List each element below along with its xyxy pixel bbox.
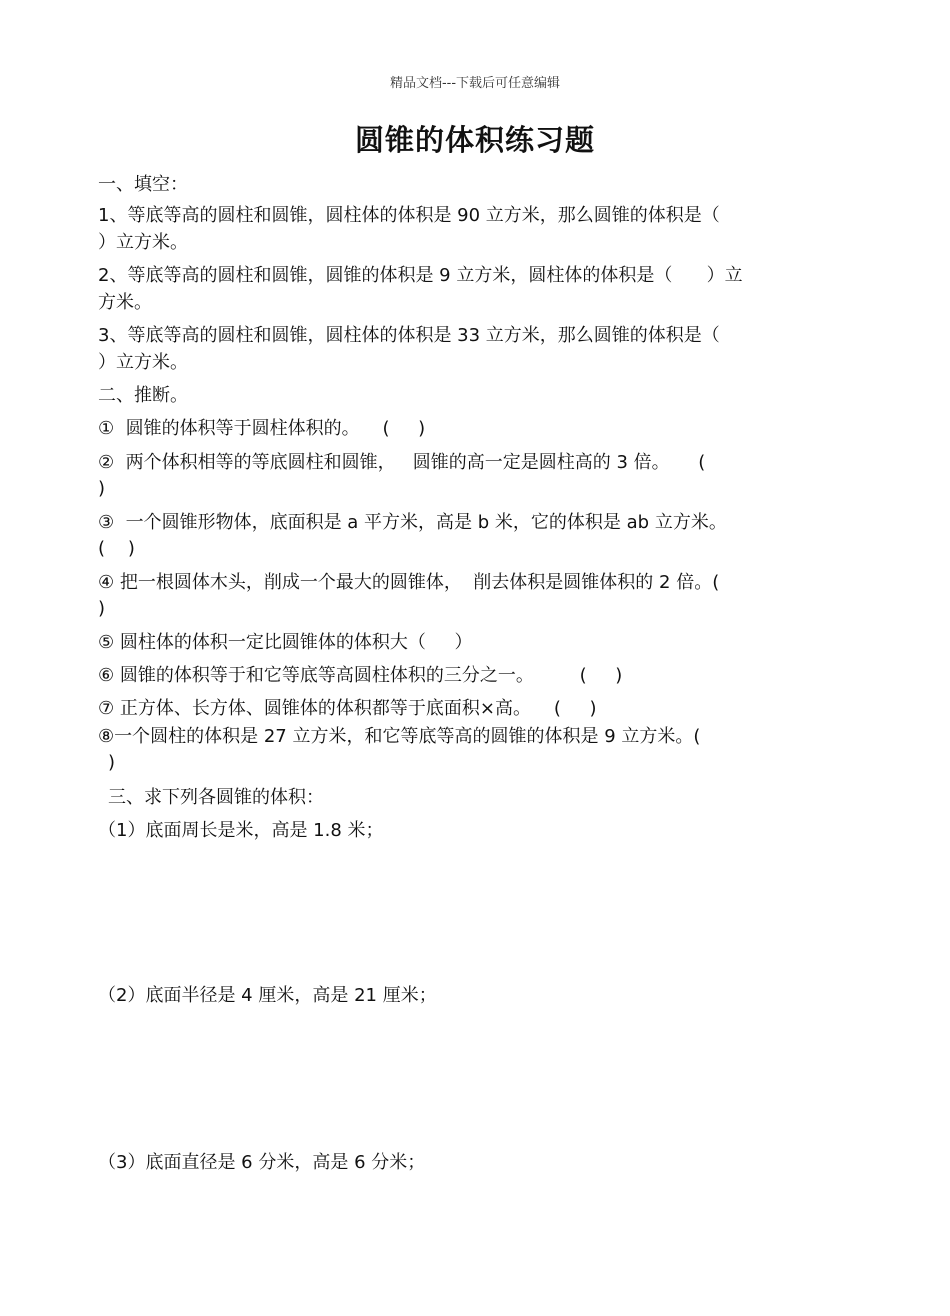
problem-1: （1）底面周长是米，高是 1.8 米； (98, 820, 384, 841)
problem-3: （3）底面直径是 6 分米，高是 6 分米； (98, 1152, 426, 1173)
judge-item-2: ② 两个体积相等的等底圆柱和圆锥， 圆锥的高一定是圆柱高的 3 倍。 ( (98, 452, 706, 473)
judge-item-6: ⑥ 圆锥的体积等于和它等底等高圆柱体积的三分之一。 ( ) (98, 665, 623, 686)
problem-2: （2）底面半径是 4 厘米，高是 21 厘米； (98, 985, 437, 1006)
judge-item-2-cont: ) (98, 478, 106, 499)
judge-item-3-cont: ( ) (98, 538, 135, 559)
judge-item-4: ④ 把一根圆体木头，削成一个最大的圆锥体， 削去体积是圆锥体积的 2 倍。( (98, 572, 720, 593)
fill-question-2: 2、等底等高的圆柱和圆锥，圆锥的体积是 9 立方米，圆柱体的体积是（ ）立 (98, 265, 743, 286)
fill-question-3: 3、等底等高的圆柱和圆锥，圆柱体的体积是 33 立方米，那么圆锥的体积是（ (98, 325, 720, 346)
judge-item-4-cont: ) (98, 598, 106, 619)
judge-item-8-cont: ) (108, 752, 116, 773)
judge-item-7: ⑦ 正方体、长方体、圆锥体的体积都等于底面积×高。 ( ) (98, 698, 597, 719)
fill-question-1: 1、等底等高的圆柱和圆锥，圆柱体的体积是 90 立方米，那么圆锥的体积是（ (98, 205, 720, 226)
page-header: 精品文档---下载后可任意编辑 (389, 76, 561, 91)
judge-item-5: ⑤ 圆柱体的体积一定比圆锥体的体积大（ ） (98, 632, 473, 653)
fill-question-1-cont: ）立方米。 (98, 232, 188, 253)
section-2-heading: 二、推断。 (98, 385, 188, 406)
judge-item-3: ③ 一个圆锥形物体，底面积是 a 平方米，高是 b 米，它的体积是 ab 立方米。 (98, 512, 727, 533)
section-1-heading: 一、填空： (98, 174, 188, 195)
fill-question-2-cont: 方米。 (98, 292, 152, 313)
judge-item-8: ⑧一个圆柱的体积是 27 立方米，和它等底等高的圆锥的体积是 9 立方米。( (98, 726, 701, 747)
judge-item-1: ① 圆锥的体积等于圆柱体积的。 ( ) (98, 418, 426, 439)
section-3-heading: 三、求下列各圆锥的体积： (108, 787, 324, 808)
fill-question-3-cont: ）立方米。 (98, 352, 188, 373)
page-title: 圆锥的体积练习题 (354, 123, 595, 157)
